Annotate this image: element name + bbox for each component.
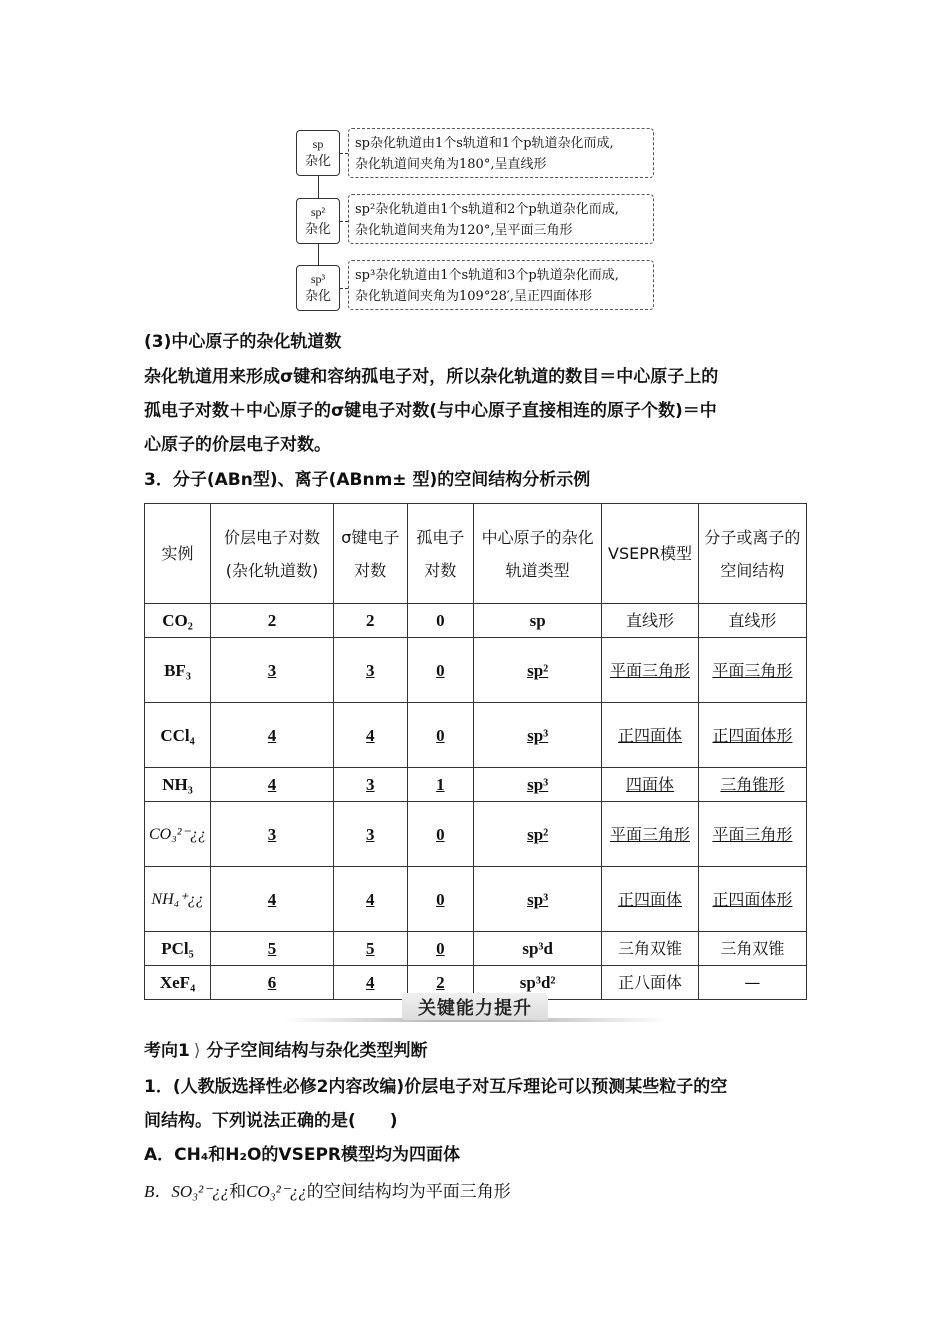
question-line: 间结构。下列说法正确的是( ) bbox=[144, 1111, 398, 1131]
kaoxiang-heading: 考向1 ⟩ 分子空间结构与杂化类型判断 bbox=[144, 1041, 428, 1061]
structure-table bbox=[144, 503, 807, 1000]
diagram-connector bbox=[318, 176, 319, 200]
kaoxiang-tag: 考向1 bbox=[144, 1041, 190, 1061]
header-cell: 实例 bbox=[145, 504, 211, 604]
header-cell: 孤电子对数 bbox=[407, 504, 474, 604]
header-cell: 中心原子的杂化轨道类型 bbox=[474, 504, 602, 604]
sp-hybrid-box: sp 杂化 bbox=[296, 130, 340, 176]
sp3-hybrid-box: sp³ 杂化 bbox=[296, 265, 340, 311]
option-a: A．CH₄和H₂O的VSEPR模型均为四面体 bbox=[144, 1145, 460, 1165]
table-row: CCl₄ 4 4 0 sp³ 正四面体 正四面体形 bbox=[145, 703, 807, 768]
table-row: XeF₄ 6 4 2 sp³d² 正八面体 — bbox=[145, 966, 807, 1000]
header-cell: σ键电子对数 bbox=[334, 504, 407, 604]
table-row: CO₂ 2 2 0 sp 直线形 直线形 bbox=[145, 604, 807, 638]
paragraph-line: 心原子的价层电子对数。 bbox=[144, 435, 331, 455]
header-cell: 价层电子对数(杂化轨道数) bbox=[211, 504, 334, 604]
table-header-row bbox=[145, 504, 807, 604]
table-row: PCl₅ 5 5 0 sp³d 三角双锥 三角双锥 bbox=[145, 932, 807, 966]
header-cell: 分子或离子的空间结构 bbox=[698, 504, 806, 604]
question-line: 1．(人教版选择性必修2内容改编)价层电子对互斥理论可以预测某些粒子的空 bbox=[144, 1077, 728, 1097]
paragraph-line: 孤电子对数＋中心原子的σ键电子对数(与中心原子直接相连的原子个数)＝中 bbox=[144, 401, 717, 421]
section-banner bbox=[282, 993, 668, 1023]
banner-title: 关键能力提升 bbox=[418, 998, 532, 1019]
paragraph-line: 杂化轨道用来形成σ键和容纳孤电子对，所以杂化轨道的数目＝中心原子上的 bbox=[144, 367, 719, 387]
sp2-hybrid-box: sp² 杂化 bbox=[296, 198, 340, 244]
table-row: CO₃²⁻¿¿ 3 3 0 sp² 平面三角形 平面三角形 bbox=[145, 802, 807, 867]
section-title: (3)中心原子的杂化轨道数 bbox=[144, 332, 342, 352]
sp2-description: sp²杂化轨道由1个s轨道和2个p轨道杂化而成, 杂化轨道间夹角为120°,呈平面三角形 bbox=[348, 194, 654, 244]
table-row: BF₃ 3 3 0 sp² 平面三角形 平面三角形 bbox=[145, 638, 807, 703]
sp3-description: sp³杂化轨道由1个s轨道和3个p轨道杂化而成, 杂化轨道间夹角为109°28′,呈正四面体形 bbox=[348, 260, 654, 310]
table-row: NH₄⁺¿¿ 4 4 0 sp³ 正四面体 正四面体形 bbox=[145, 867, 807, 932]
header-cell: VSEPR模型 bbox=[602, 504, 699, 604]
table-row: NH₃ 4 3 1 sp³ 四面体 三角锥形 bbox=[145, 768, 807, 802]
kaoxiang-title: 分子空间结构与杂化类型判断 bbox=[206, 1041, 428, 1061]
sp-description: sp杂化轨道由1个s轨道和1个p轨道杂化而成, 杂化轨道间夹角为180°,呈直线形 bbox=[348, 128, 654, 178]
option-b: B．SO₃²⁻¿¿和CO₃²⁻¿¿的空间结构均为平面三角形 bbox=[144, 1182, 511, 1202]
table-heading: 3．分子(ABn型)、离子(ABnm± 型)的空间结构分析示例 bbox=[144, 470, 591, 490]
